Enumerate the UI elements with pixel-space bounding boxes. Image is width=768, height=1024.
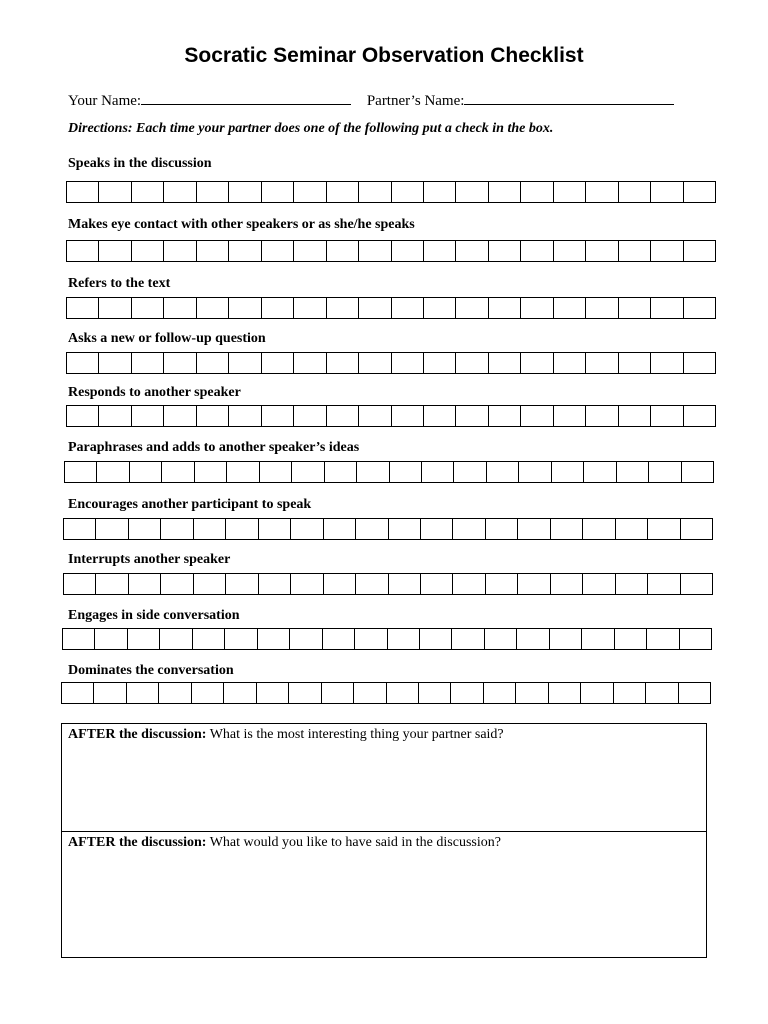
checkbox-row-dominates [61,682,711,704]
checkbox-row-responds [66,405,716,427]
check-box[interactable] [651,298,683,318]
check-box[interactable] [551,574,583,594]
check-box[interactable] [226,574,258,594]
check-box[interactable] [96,519,128,539]
check-box[interactable] [359,298,391,318]
check-box[interactable] [583,574,615,594]
check-box[interactable] [294,298,326,318]
check-box[interactable] [554,182,586,202]
check-box[interactable] [262,241,294,261]
check-box[interactable] [67,406,99,426]
check-box[interactable] [452,629,484,649]
item-label-paraphrases: Paraphrases and adds to another speaker’s ideas [68,440,360,455]
check-box[interactable] [262,182,294,202]
check-box[interactable] [262,406,294,426]
checkbox-row-speaks [66,181,716,203]
check-box[interactable] [292,462,324,482]
check-box[interactable] [96,574,128,594]
after-discussion-question: What would you like to have said in the discussion? [209,835,501,850]
check-box[interactable] [456,353,488,373]
check-box[interactable] [489,353,521,373]
check-box[interactable] [646,683,678,703]
check-box[interactable] [619,182,651,202]
item-label-encourages: Encourages another participant to speak [68,497,312,512]
check-box[interactable] [392,298,424,318]
check-box[interactable] [323,629,355,649]
check-box[interactable] [164,298,196,318]
check-box[interactable] [225,629,257,649]
check-box[interactable] [95,629,127,649]
check-box[interactable] [161,574,193,594]
check-box[interactable] [489,182,521,202]
check-box[interactable] [424,353,456,373]
check-box[interactable] [684,298,716,318]
checkbox-row-paraphrases [64,461,714,483]
check-box[interactable] [259,574,291,594]
check-box[interactable] [99,353,131,373]
check-box[interactable] [291,574,323,594]
check-box[interactable] [64,519,96,539]
check-box[interactable] [197,353,229,373]
check-box[interactable] [128,629,160,649]
check-box[interactable] [679,683,711,703]
check-box[interactable] [651,353,683,373]
check-box[interactable] [615,629,647,649]
check-box[interactable] [195,462,227,482]
check-box[interactable] [357,462,389,482]
check-box[interactable] [65,462,97,482]
check-box[interactable] [647,629,679,649]
check-box[interactable] [649,462,681,482]
check-box[interactable] [99,182,131,202]
page-title: Socratic Seminar Observation Checklist [184,44,584,67]
check-box[interactable] [521,298,553,318]
check-box[interactable] [521,182,553,202]
check-box[interactable] [390,462,422,482]
check-box[interactable] [519,462,551,482]
check-box[interactable] [684,353,716,373]
check-box[interactable] [164,353,196,373]
check-box[interactable] [619,298,651,318]
check-box[interactable] [586,406,618,426]
check-box[interactable] [581,683,613,703]
check-box[interactable] [684,182,716,202]
check-box[interactable] [521,406,553,426]
item-label-side-conversation: Engages in side conversation [68,608,240,623]
check-box[interactable] [355,629,387,649]
check-box[interactable] [420,629,452,649]
check-box[interactable] [132,406,164,426]
item-label-responds: Responds to another speaker [68,385,241,400]
check-box[interactable] [227,462,259,482]
check-box[interactable] [129,574,161,594]
check-box[interactable] [229,298,261,318]
check-box[interactable] [194,574,226,594]
check-box[interactable] [197,298,229,318]
name-fields [68,90,674,110]
check-box[interactable] [94,683,126,703]
check-box[interactable] [651,241,683,261]
check-box[interactable] [586,298,618,318]
check-box[interactable] [421,519,453,539]
check-box[interactable] [651,406,683,426]
check-box[interactable] [229,241,261,261]
check-box[interactable] [359,353,391,373]
check-box[interactable] [648,574,680,594]
check-box[interactable] [489,298,521,318]
check-box[interactable] [164,182,196,202]
checkbox-row-side-conversation [62,628,712,650]
check-box[interactable] [682,462,714,482]
directions-text: Directions: Each time your partner does one of the following put a check in the box. [68,121,554,136]
check-box[interactable] [616,519,648,539]
item-label-speaks: Speaks in the discussion [68,156,212,171]
check-box[interactable] [680,629,712,649]
check-box[interactable] [485,629,517,649]
check-box[interactable] [262,353,294,373]
check-box[interactable] [289,683,321,703]
check-box[interactable] [194,519,226,539]
check-box[interactable] [197,182,229,202]
check-box[interactable] [67,182,99,202]
check-box[interactable] [516,683,548,703]
check-box[interactable] [684,406,716,426]
check-box[interactable] [325,462,357,482]
check-box[interactable] [327,241,359,261]
check-box[interactable] [421,574,453,594]
item-label-eye-contact: Makes eye contact with other speakers or as she/he speaks [68,217,415,232]
checkbox-row-encourages [63,518,713,540]
check-box[interactable] [616,574,648,594]
check-box[interactable] [132,182,164,202]
check-box[interactable] [354,683,386,703]
check-box[interactable] [291,519,323,539]
check-box[interactable] [684,241,716,261]
check-box[interactable] [517,629,549,649]
check-box[interactable] [132,298,164,318]
check-box[interactable] [262,298,294,318]
checkbox-row-interrupts [63,573,713,595]
check-box[interactable] [586,353,618,373]
check-box[interactable] [486,574,518,594]
check-box[interactable] [648,519,680,539]
check-box[interactable] [130,462,162,482]
check-box[interactable] [456,298,488,318]
check-box[interactable] [67,241,99,261]
check-box[interactable] [294,406,326,426]
check-box[interactable] [327,353,359,373]
check-box[interactable] [327,298,359,318]
after-discussion-prefix: AFTER the discussion: [68,835,207,850]
check-box[interactable] [129,519,161,539]
checkbox-row-asks-question [66,352,716,374]
check-box[interactable] [294,182,326,202]
check-box[interactable] [619,406,651,426]
check-box[interactable] [99,298,131,318]
check-box[interactable] [551,519,583,539]
check-box[interactable] [453,519,485,539]
check-box[interactable] [259,519,291,539]
check-box[interactable] [63,629,95,649]
check-box[interactable] [582,629,614,649]
check-box[interactable] [550,629,582,649]
check-box[interactable] [322,683,354,703]
check-box[interactable] [99,406,131,426]
check-box[interactable] [451,683,483,703]
check-box[interactable] [521,353,553,373]
check-box[interactable] [549,683,581,703]
check-box[interactable] [97,462,129,482]
checkbox-row-eye-contact [66,240,716,262]
check-box[interactable] [554,298,586,318]
check-box[interactable] [389,519,421,539]
check-box[interactable] [387,683,419,703]
check-box[interactable] [67,298,99,318]
check-box[interactable] [681,574,713,594]
check-box[interactable] [552,462,584,482]
check-box[interactable] [64,574,96,594]
check-box[interactable] [359,406,391,426]
check-box[interactable] [356,574,388,594]
check-box[interactable] [489,241,521,261]
check-box[interactable] [224,683,256,703]
check-box[interactable] [132,353,164,373]
check-box[interactable] [290,629,322,649]
check-box[interactable] [324,574,356,594]
after-discussion-box-interesting[interactable] [61,723,707,832]
check-box[interactable] [260,462,292,482]
after-discussion-box-would-say[interactable] [61,831,707,958]
after-discussion-question: What is the most interesting thing your partner said? [209,727,504,742]
check-box[interactable] [619,353,651,373]
check-box[interactable] [229,182,261,202]
check-box[interactable] [554,241,586,261]
check-box[interactable] [193,629,225,649]
check-box[interactable] [392,406,424,426]
check-box[interactable] [388,629,420,649]
check-box[interactable] [586,241,618,261]
check-box[interactable] [327,406,359,426]
check-box[interactable] [160,629,192,649]
check-box[interactable] [392,182,424,202]
your-name-label: Your Name: [68,93,142,109]
check-box[interactable] [192,683,224,703]
check-box[interactable] [614,683,646,703]
check-box[interactable] [99,241,131,261]
check-box[interactable] [681,519,713,539]
item-label-refers-text: Refers to the text [68,276,171,291]
item-label-asks-question: Asks a new or follow-up question [68,331,266,346]
check-box[interactable] [584,462,616,482]
check-box[interactable] [159,683,191,703]
check-box[interactable] [226,519,258,539]
check-box[interactable] [132,241,164,261]
check-box[interactable] [583,519,615,539]
check-box[interactable] [424,241,456,261]
check-box[interactable] [456,241,488,261]
check-box[interactable] [324,519,356,539]
check-box[interactable] [162,462,194,482]
check-box[interactable] [392,353,424,373]
item-label-dominates: Dominates the conversation [68,663,234,678]
check-box[interactable] [456,406,488,426]
check-box[interactable] [424,406,456,426]
check-box[interactable] [62,683,94,703]
check-box[interactable] [327,182,359,202]
check-box[interactable] [161,519,193,539]
check-box[interactable] [257,683,289,703]
check-box[interactable] [359,241,391,261]
check-box[interactable] [422,462,454,482]
your-name-field[interactable] [141,90,351,105]
check-box[interactable] [164,406,196,426]
check-box[interactable] [356,519,388,539]
check-box[interactable] [518,574,550,594]
check-box[interactable] [518,519,550,539]
check-box[interactable] [521,241,553,261]
check-box[interactable] [554,353,586,373]
check-box[interactable] [229,353,261,373]
check-box[interactable] [554,406,586,426]
partner-name-label: Partner’s Name: [366,93,465,109]
check-box[interactable] [454,462,486,482]
check-box[interactable] [484,683,516,703]
check-box[interactable] [229,406,261,426]
check-box[interactable] [294,241,326,261]
check-box[interactable] [67,353,99,373]
check-box[interactable] [164,241,196,261]
check-box[interactable] [197,406,229,426]
check-box[interactable] [619,241,651,261]
check-box[interactable] [294,353,326,373]
check-box[interactable] [487,462,519,482]
after-discussion-prefix: AFTER the discussion: [68,727,207,742]
check-box[interactable] [586,182,618,202]
check-box[interactable] [127,683,159,703]
check-box[interactable] [651,182,683,202]
check-box[interactable] [258,629,290,649]
item-label-interrupts: Interrupts another speaker [68,552,231,567]
check-box[interactable] [419,683,451,703]
check-box[interactable] [486,519,518,539]
check-box[interactable] [359,182,391,202]
partner-name-field[interactable] [464,90,674,105]
check-box[interactable] [424,298,456,318]
check-box[interactable] [424,182,456,202]
check-box[interactable] [489,406,521,426]
check-box[interactable] [197,241,229,261]
check-box[interactable] [389,574,421,594]
check-box[interactable] [453,574,485,594]
check-box[interactable] [456,182,488,202]
checkbox-row-refers-text [66,297,716,319]
check-box[interactable] [392,241,424,261]
check-box[interactable] [617,462,649,482]
